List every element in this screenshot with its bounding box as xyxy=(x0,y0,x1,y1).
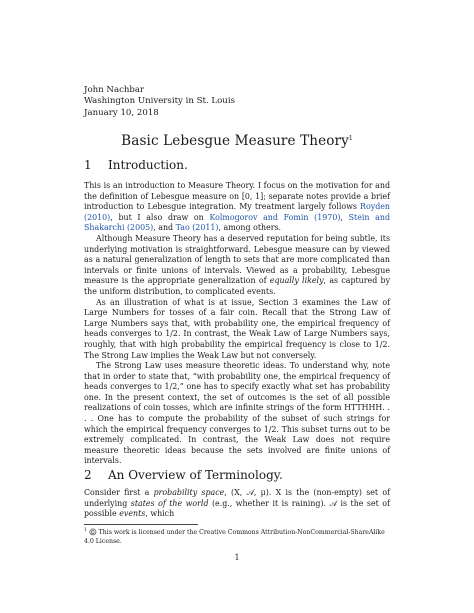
page-number: 1 xyxy=(234,553,240,562)
author-block xyxy=(84,85,235,119)
section-2-title: An Overview of Terminology. xyxy=(108,468,283,482)
intro-paragraph-4: The Strong Law uses measure theoretic ideas. To understand why, note that in order to state that, “with probability one, the empirical frequency of heads converges to 1/2,” one has to specify exactly what set has probability one. In the present context, the set of outcomes is the set of all possible realizations of coin tosses, which are infinite strings of the form HTTHHH. . . . One has to compute the probability of the subset of such strings for which the empirical frequency converges to 1/2. This subset turns out to be extremely complicated. In contrast, the Weak Law does not require measure theoretic ideas because the sets involved are finite unions of intervals. xyxy=(84,361,390,466)
emphasis-probability-space: probability space xyxy=(153,488,225,497)
citation-stein-shakarchi[interactable]: Stein and Shakarchi (2005) xyxy=(84,212,390,233)
emphasis-equally-likely: equally likely xyxy=(269,276,324,286)
footnote-text: ©️ This work is licensed under the Creative Commons Attribution-NonCommercial-ShareAlike 4.0 License. xyxy=(84,529,385,545)
citation-tao[interactable]: Tao (2011) xyxy=(175,223,219,233)
emphasis-events: events xyxy=(119,509,146,519)
section-1-number: 1 xyxy=(84,158,92,172)
section-2-number: 2 xyxy=(84,468,92,482)
paper-date: January 10, 2018 xyxy=(84,107,159,118)
intro-paragraph-2: Although Measure Theory has a deserved reputation for being subtle, its underlying motivation is straightforward. Lebesgue measure can by viewed as a natural generalization of length to sets that are more complicated than intervals or finite unions of intervals. Viewed as a probability, Lebesgue measure is the appropriate generalization of equally likely, as captured by the uniform distribution, to complicated events. xyxy=(84,233,391,296)
intro-paragraph-3: As an illustration of what is at issue, Section 3 examines the Law of Large Numbers for tosses of a fair coin. Recall that the Strong Law of Large Numbers says that, with probability one, the empirical frequency of heads converges to 1/2. In contrast, the Weak Law of Large Numbers says, roughly, that with high probability the empirical frequency is close to 1/2. The Strong Law implies the Weak Law but not conversely. xyxy=(84,297,390,360)
author-affiliation: Washington University in St. Louis xyxy=(84,96,235,107)
section-2-heading xyxy=(84,468,283,482)
terminology-paragraph-1: Consider first a probability space, (X, 𝒜, μ). X is the (non-empty) set of underlying states of the world (e.g., whether it is raining). 𝒜 is the set of possible events, which xyxy=(84,488,391,519)
section-1-heading xyxy=(84,158,188,172)
footnote-rule xyxy=(84,524,198,525)
title-footnote-mark[interactable]: 1 xyxy=(348,135,353,142)
emphasis-states-of-world: states of the world xyxy=(130,498,209,508)
citation-royden[interactable]: Royden (2010) xyxy=(84,202,390,222)
footnote-mark: 1 xyxy=(84,528,87,533)
intro-paragraph-1: This is an introduction to Measure Theory. I focus on the motivation for and the definition of Lebesgue measure on [0, 1]; separate notes provide a brief introduction to Lebesgue integration. My treatment largely follows Royden (2010), but I also draw on Kolmogorov and Fomin (1970), Stein and Shakarchi (2005), and Tao (2011), among others. xyxy=(84,181,390,233)
section-1-body xyxy=(84,181,390,467)
author-name: John Nachbar xyxy=(84,85,145,95)
section-2-body xyxy=(84,488,390,520)
citation-kolmogorov-fomin[interactable]: Kolmogorov and Fomin (1970) xyxy=(209,212,341,222)
paper-title xyxy=(0,133,474,149)
section-1-title: Introduction. xyxy=(108,158,188,172)
footnote xyxy=(84,527,390,546)
paper-title-text: Basic Lebesgue Measure Theory xyxy=(121,133,349,149)
